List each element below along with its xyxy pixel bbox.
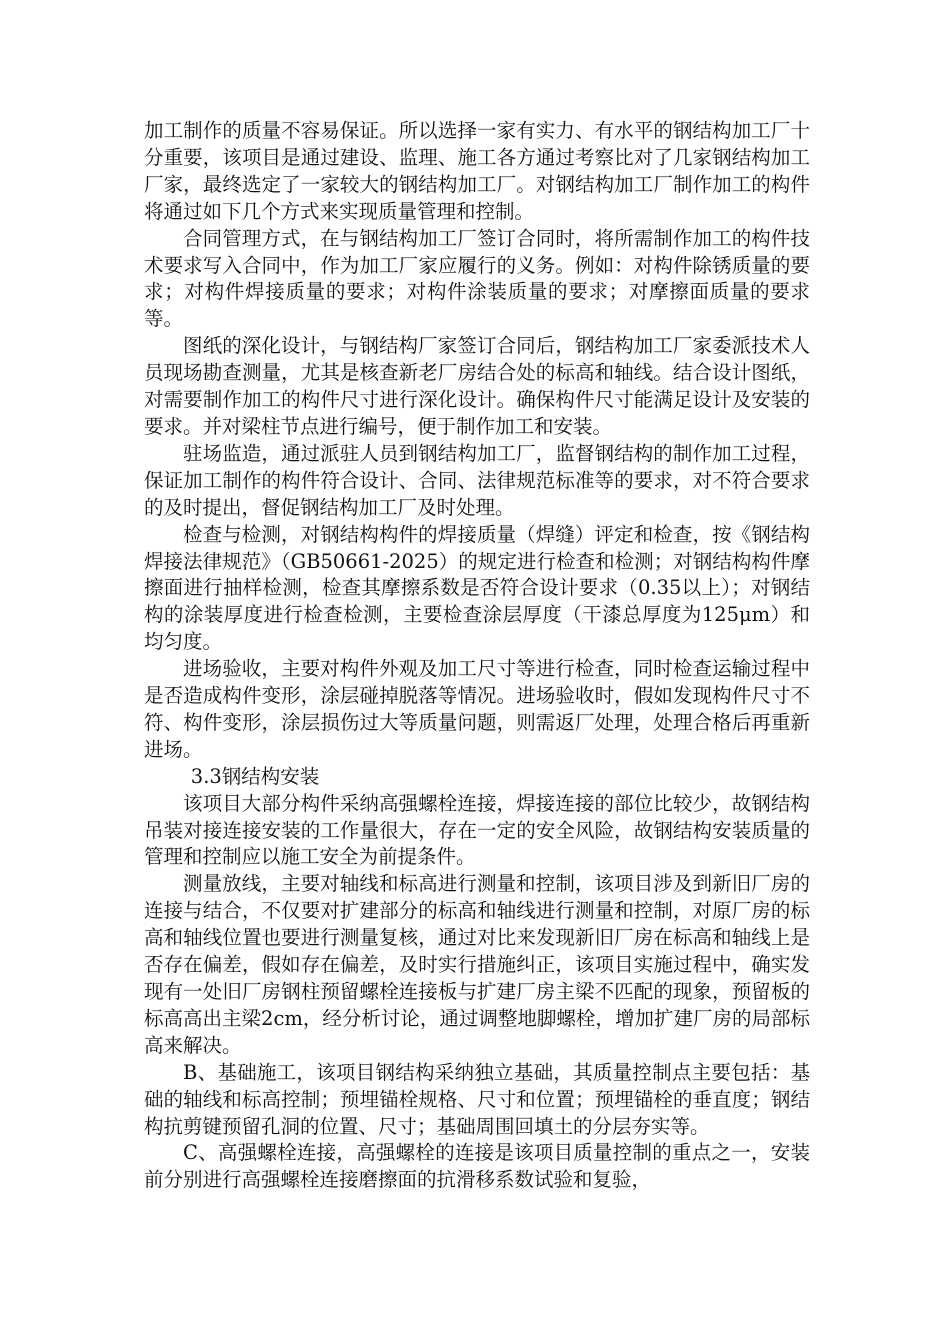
paragraph-1: 加工制作的质量不容易保证。所以选择一家有实力、有水平的钢结构加工厂十分重要，该项目是通过建设、监理、施工各方通过考察比对了几家钢结构加工厂家，最终选定了一家较大的钢结构加工厂。对钢结构加工厂制作加工的构件将通过如下几个方式来实现质量管理和控制。 (144, 119, 810, 223)
document-body (144, 118, 810, 1194)
paragraph-5: 检查与检测，对钢结构构件的焊接质量（焊缝）评定和检查，按《钢结构焊接法律规范》（GB50661-2025）的规定进行检查和检测；对钢结构构件摩擦面进行抽样检测，检查其摩擦系数是否符合设计要求（0.35以上）；对钢结构的涂装厚度进行检查检测，主要检查涂层厚度（干漆总厚度为125μm）和均匀度。 (144, 522, 810, 654)
paragraph-10: C、高强螺栓连接，高强螺栓的连接是该项目质量控制的重点之一，安装前分别进行高强螺栓连接磨擦面的抗滑移系数试验和复验， (144, 1141, 810, 1192)
paragraph-2: 合同管理方式，在与钢结构加工厂签订合同时，将所需制作加工的构件技术要求写入合同中，作为加工厂家应履行的义务。例如：对构件除锈质量的要求；对构件焊接质量的要求；对构件涂装质量的要求；对摩擦面质量的要求等。 (144, 226, 810, 331)
section-heading: 3.3钢结构安装 (190, 764, 320, 788)
paragraph-3: 图纸的深化设计，与钢结构厂家签订合同后，钢结构加工厂家委派技术人员现场勘查测量，尤其是核查新老厂房结合处的标高和轴线。结合设计图纸，对需要制作加工的构件尺寸进行深化设计。确保构件尺寸能满足设计及安装的要求。并对梁柱节点进行编号，便于制作加工和安装。 (144, 334, 810, 438)
paragraph-4: 驻场监造，通过派驻人员到钢结构加工厂，监督钢结构的制作加工过程，保证加工制作的构件符合设计、合同、法律规范标准等的要求，对不符合要求的及时提出，督促钢结构加工厂及时处理。 (144, 441, 810, 519)
paragraph-7: 该项目大部分构件采纳高强螺栓连接，焊接连接的部位比较少，故钢结构吊装对接连接安装的工作量很大，存在一定的安全风险，故钢结构安装质量的管理和控制应以施工安全为前提条件。 (144, 791, 810, 869)
paragraph-6: 进场验收，主要对构件外观及加工尺寸等进行检查，同时检查运输过程中是否造成构件变形，涂层碰掉脱落等情况。进场验收时，假如发现构件尺寸不符、构件变形，涂层损伤过大等质量问题，则需返厂处理，处理合格后再重新进场。 (144, 657, 810, 761)
paragraph-8: 测量放线，主要对轴线和标高进行测量和控制，该项目涉及到新旧厂房的连接与结合，不仅要对扩建部分的标高和轴线进行测量和控制，对原厂房的标高和轴线位置也要进行测量复核，通过对比来发现新旧厂房在标高和轴线上是否存在偏差，假如存在偏差，及时实行措施纠正，该项目实施过程中，确实发现有一处旧厂房钢柱预留螺栓连接板与扩建厂房主梁不匹配的现象，预留板的标高高出主梁2cm，经分析讨论，通过调整地脚螺栓，增加扩建厂房的局部标高来解决。 (144, 872, 810, 1057)
paragraph-9: B、基础施工，该项目钢结构采纳独立基础，其质量控制点主要包括：基础的轴线和标高控制；预埋锚栓规格、尺寸和位置；预埋锚栓的垂直度；钢结构抗剪键预留孔洞的位置、尺寸；基础周围回填土的分层夯实等。 (144, 1060, 810, 1138)
